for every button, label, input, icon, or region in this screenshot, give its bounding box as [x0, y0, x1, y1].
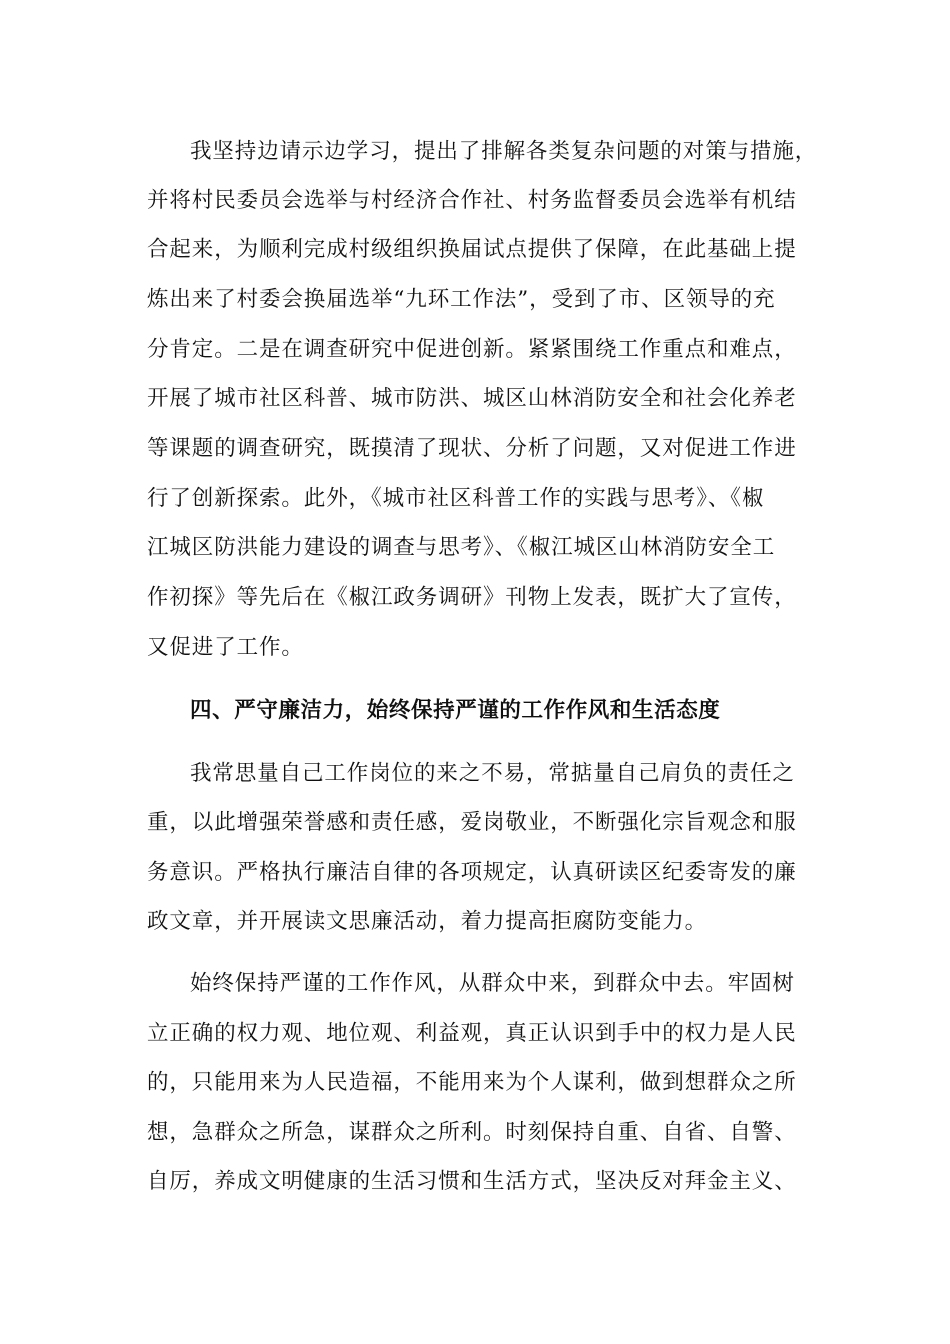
paragraph-1-line-5: 分肯定。二是在调查研究中促进创新。紧紧围绕工作重点和难点，: [147, 337, 797, 362]
paragraph-1-line-10: 作初探》等先后在《椒江政务调研》刊物上发表，既扩大了宣传，: [147, 585, 797, 610]
paragraph-1-line-11: 又促进了工作。: [147, 635, 304, 660]
paragraph-1-line-3: 合起来，为顺利完成村级组织换届试点提供了保障，在此基础上提: [147, 237, 797, 262]
paragraph-1-line-1: 我坚持边请示边学习，提出了排解各类复杂问题的对策与措施，: [190, 139, 818, 164]
section-heading-4: 四、严守廉洁力，始终保持严谨的工作作风和生活态度: [190, 698, 721, 723]
paragraph-2-line-1: 我常思量自己工作岗位的来之不易，常掂量自己肩负的责任之: [190, 761, 795, 786]
paragraph-1-line-2: 并将村民委员会选举与村经济合作社、村务监督委员会选举有机结: [147, 188, 797, 213]
paragraph-3-line-3: 的，只能用来为人民造福，不能用来为个人谋利，做到想群众之所: [147, 1070, 797, 1095]
paragraph-1-line-4: 炼出来了村委会换届选举“九环工作法”，受到了市、区领导的充: [147, 287, 776, 312]
paragraph-3-line-1: 始终保持严谨的工作作风，从群众中来，到群众中去。牢固树: [190, 971, 795, 996]
paragraph-1-line-6: 开展了城市社区科普、城市防洪、城区山林消防安全和社会化养老: [147, 386, 797, 411]
paragraph-3-line-5: 自厉，养成文明健康的生活习惯和生活方式，坚决反对拜金主义、: [147, 1169, 797, 1194]
paragraph-2-line-2: 重，以此增强荣誉感和责任感，爱岗敬业，不断强化宗旨观念和服: [147, 810, 797, 835]
paragraph-3-line-4: 想，急群众之所急，谋群众之所利。时刻保持自重、自省、自警、: [147, 1120, 797, 1145]
paragraph-1-line-7: 等课题的调查研究，既摸清了现状、分析了问题，又对促进工作进: [147, 436, 797, 461]
paragraph-2-line-3: 务意识。严格执行廉洁自律的各项规定，认真研读区纪委寄发的廉: [147, 860, 797, 885]
paragraph-1-line-8: 行了创新探索。此外，《城市社区科普工作的实践与思考》、《椒: [147, 486, 765, 511]
paragraph-3-line-2: 立正确的权力观、地位观、利益观，真正认识到手中的权力是人民: [147, 1021, 797, 1046]
paragraph-1-line-9: 江城区防洪能力建设的调查与思考》、《椒江城区山林消防安全工: [147, 535, 776, 560]
paragraph-2-line-4: 政文章，并开展读文思廉活动，着力提高拒腐防变能力。: [147, 909, 708, 934]
